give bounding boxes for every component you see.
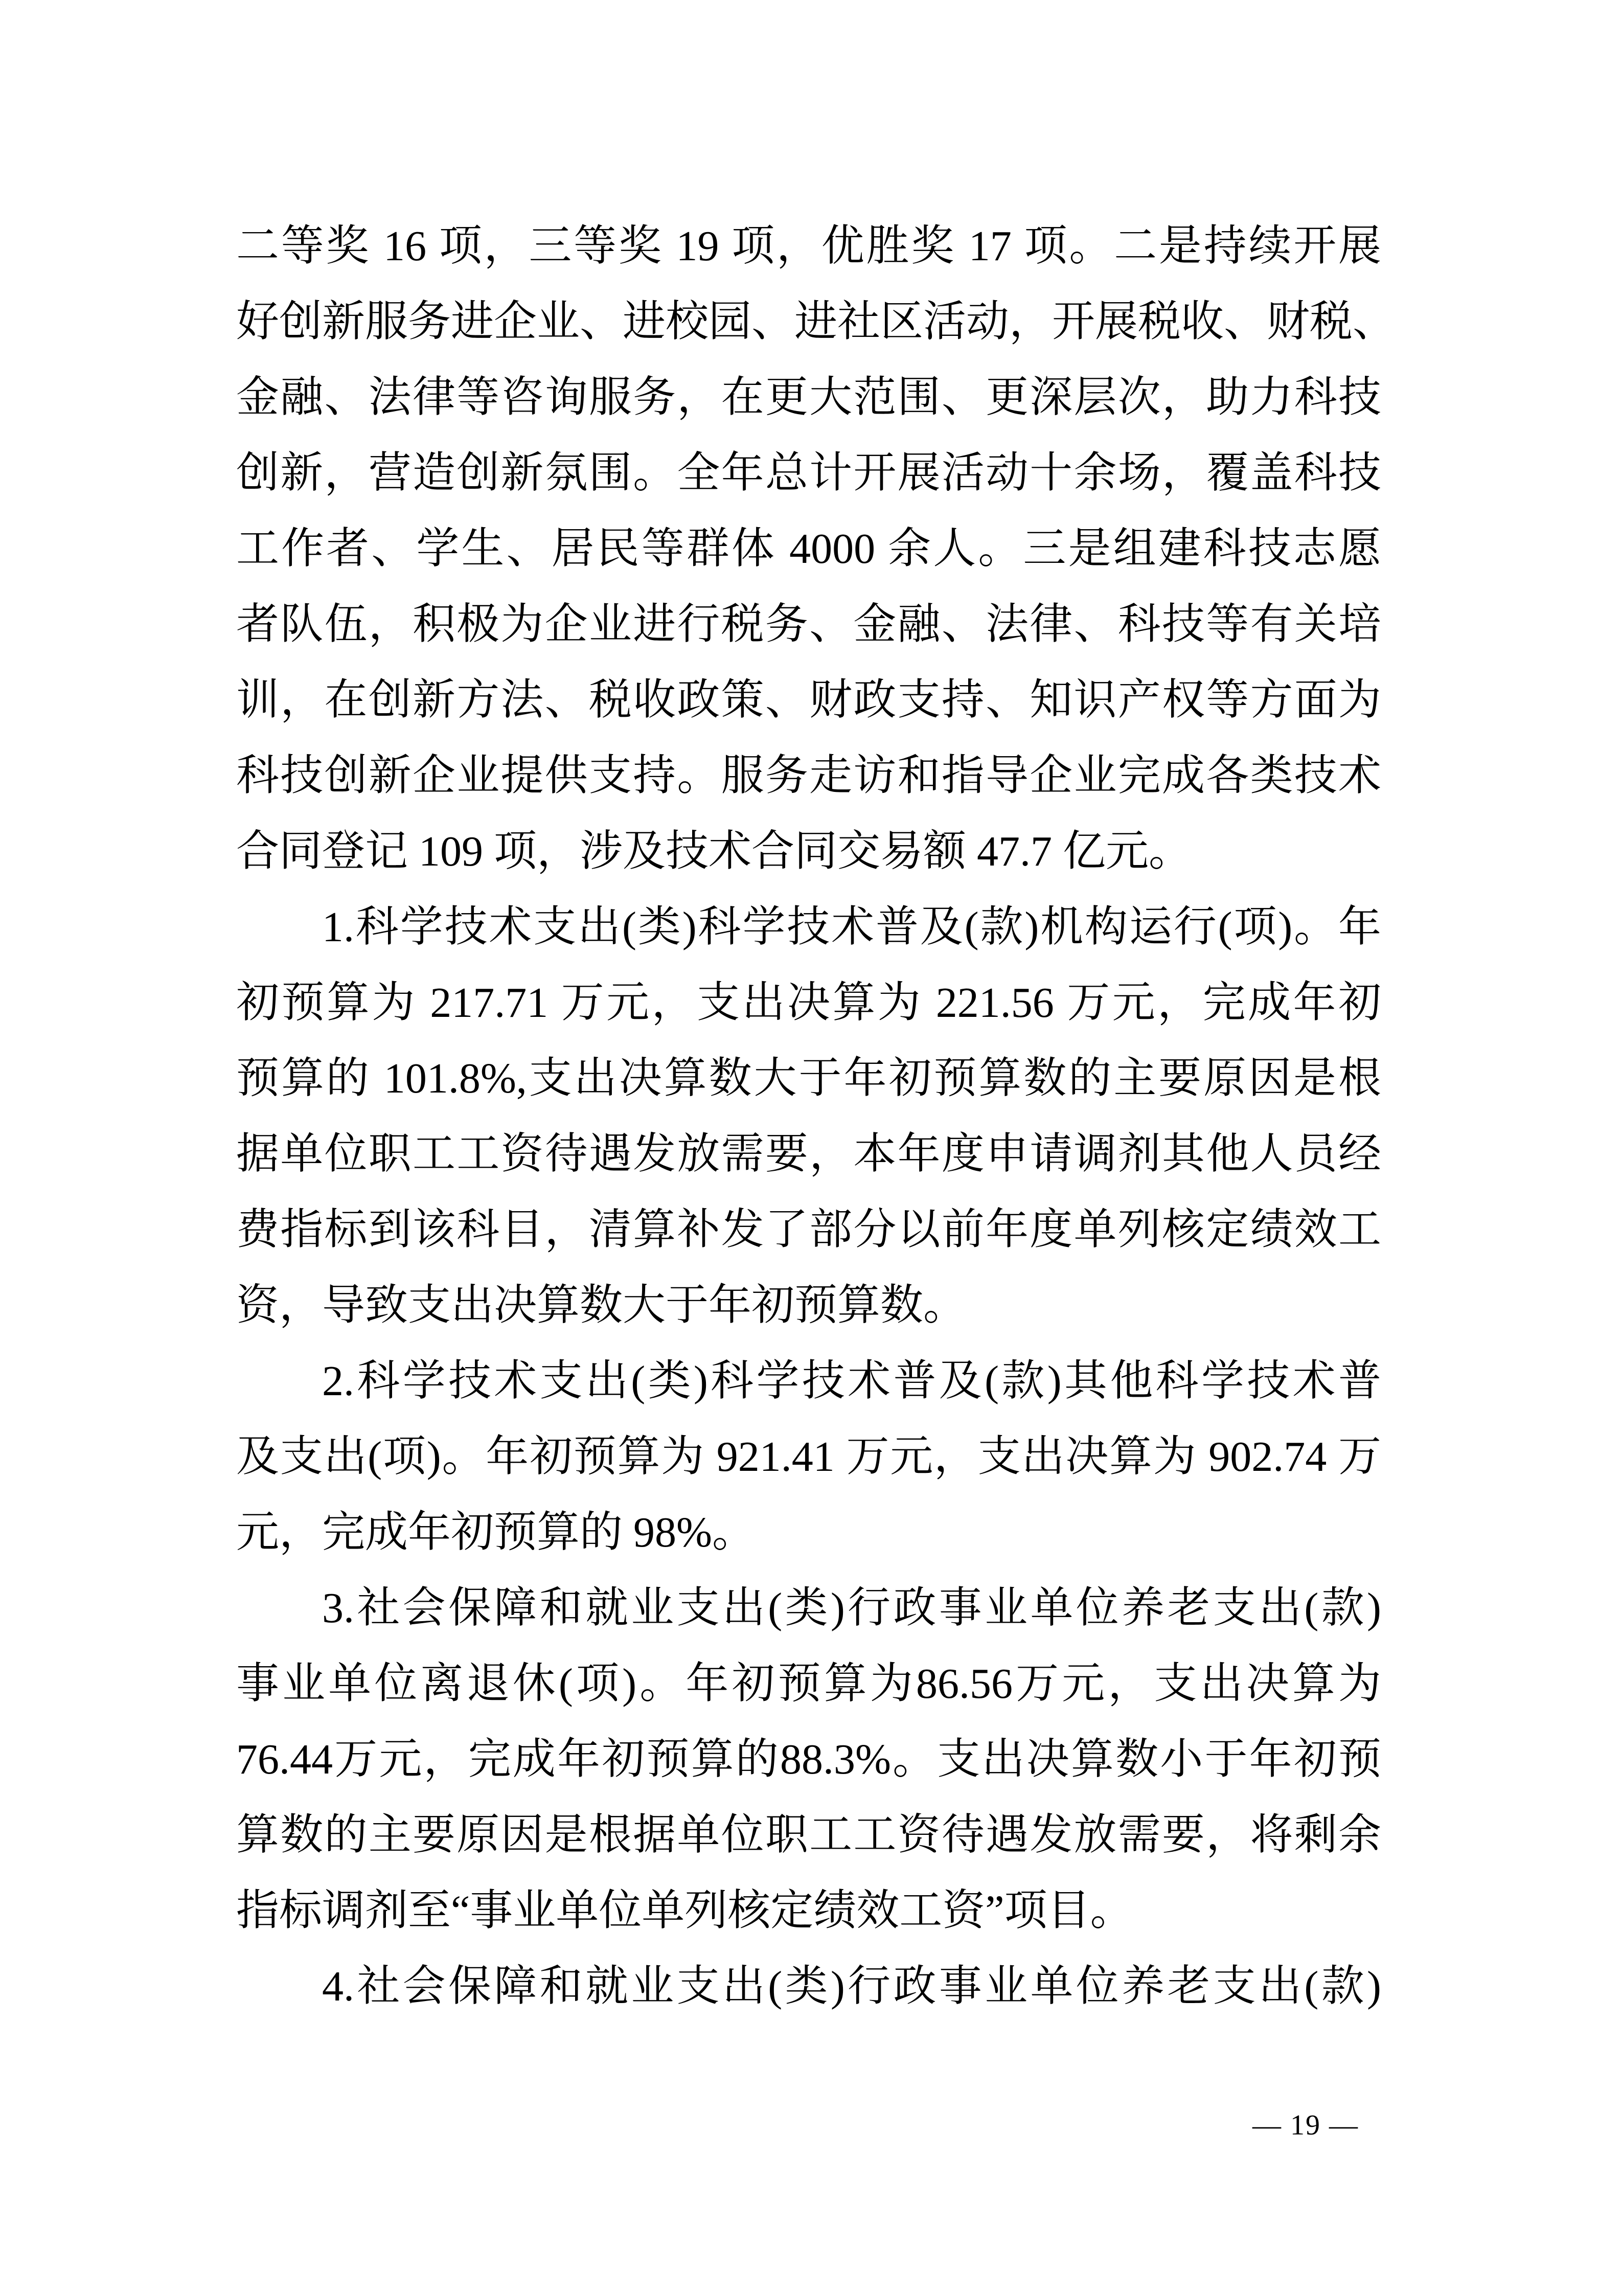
text-line: 算数的主要原因是根据单位职工工资待遇发放需要，将剩余 [236, 1811, 1381, 1859]
text-line: 2.科学技术支出(类)科学技术普及(款)其他科学技术普 [322, 1357, 1381, 1405]
page-number: — 19 — [1252, 2109, 1359, 2141]
text-line: 1.科学技术支出(类)科学技术普及(款)机构运行(项)。年 [322, 903, 1381, 951]
text-line: 者队伍，积极为企业进行税务、金融、法律、科技等有关培 [236, 601, 1381, 648]
text-line: 元，完成年初预算的 98%。 [236, 1509, 755, 1556]
body-text [236, 209, 1396, 2025]
text-line: 76.44万元，完成年初预算的88.3%。支出决算数小于年初预 [236, 1736, 1381, 1783]
text-line: 工作者、学生、居民等群体 4000 余人。三是组建科技志愿 [236, 525, 1381, 573]
text-line: 合同登记 109 项，涉及技术合同交易额 47.7 亿元。 [236, 828, 1192, 875]
text-line: 二等奖 16 项，三等奖 19 项，优胜奖 17 项。二是持续开展 [236, 222, 1381, 270]
text-line: 金融、法律等咨询服务，在更大范围、更深层次，助力科技 [236, 374, 1381, 421]
text-line: 预算的 101.8%,支出决算数大于年初预算数的主要原因是根 [236, 1055, 1381, 1102]
text-line: 好创新服务进企业、进校园、进社区活动，开展税收、财税、 [236, 298, 1396, 346]
text-line: 及支出(项)。年初预算为 921.41 万元，支出决算为 902.74 万 [236, 1433, 1381, 1481]
text-line: 资，导致支出决算数大于年初预算数。 [236, 1282, 967, 1329]
text-line: 费指标到该科目，清算补发了部分以前年度单列核定绩效工 [236, 1206, 1381, 1254]
text-line: 创新，营造创新氛围。全年总计开展活动十余场，覆盖科技 [236, 449, 1381, 497]
text-line: 指标调剂至“事业单位单列核定绩效工资”项目。 [236, 1887, 1133, 1935]
text-line: 科技创新企业提供支持。服务走访和指导企业完成各类技术 [236, 752, 1381, 800]
text-line: 训，在创新方法、税收政策、财政支持、知识产权等方面为 [236, 676, 1381, 724]
text-line: 据单位职工工资待遇发放需要，本年度申请调剂其他人员经 [236, 1130, 1381, 1178]
text-line: 4.社会保障和就业支出(类)行政事业单位养老支出(款) [322, 1963, 1381, 2010]
text-line: 事业单位离退休(项)。年初预算为86.56万元，支出决算为 [236, 1660, 1381, 1708]
text-line: 初预算为 217.71 万元，支出决算为 221.56 万元，完成年初 [236, 979, 1381, 1027]
text-line: 3.社会保障和就业支出(类)行政事业单位养老支出(款) [322, 1584, 1381, 1632]
